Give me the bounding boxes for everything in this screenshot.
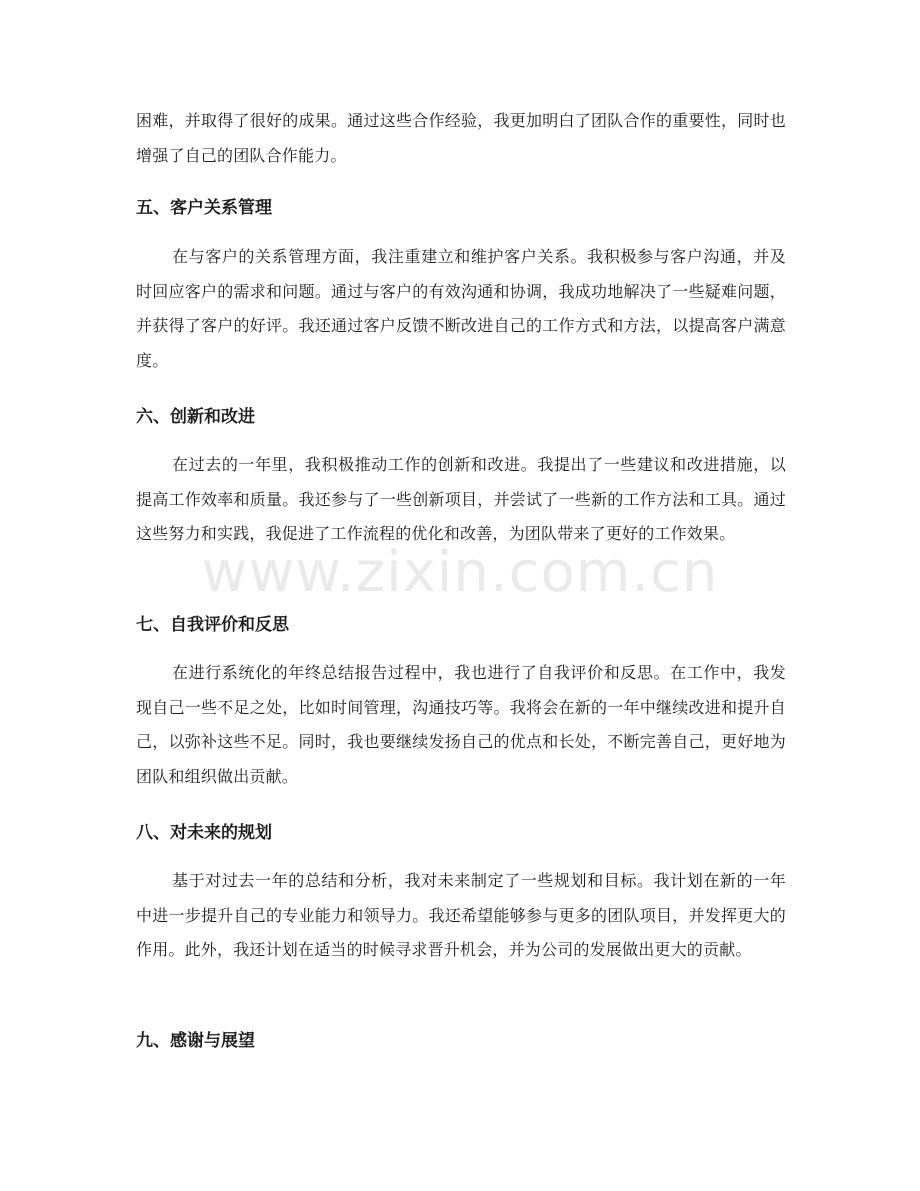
section-heading-future-plan: 八、对未来的规划 — [136, 823, 272, 843]
section-body-customer-relations: 在与客户的关系管理方面，我注重建立和维护客户关系。我积极参与客户沟通，并及时回应客户的需求和问题。通过与客户的有效沟通和协调，我成功地解决了一些疑难问题，并获得了客户的好评。我还通过客户反馈不断改进自己的工作方式和方法，以提高客户满意度。 — [136, 247, 786, 370]
section-heading-self-evaluation: 七、自我评价和反思 — [136, 615, 289, 635]
section-heading-thanks: 九、感谢与展望 — [136, 1031, 255, 1051]
section-body-future-plan: 基于对过去一年的总结和分析，我对未来制定了一些规划和目标。我计划在新的一年中进一步提升自己的专业能力和领导力。我还希望能够参与更多的团队项目，并发挥更大的作用。此外，我还计划在适当的时候寻求晋升机会，并为公司的发展做出更大的贡献。 — [136, 871, 786, 959]
section-heading-innovation: 六、创新和改进 — [136, 407, 255, 427]
intro-paragraph: 困难，并取得了很好的成果。通过这些合作经验，我更加明白了团队合作的重要性，同时也增强了自己的团队合作能力。 — [136, 111, 786, 165]
watermark: www.zixin.com.cn — [201, 540, 719, 605]
section-body-self-evaluation: 在进行系统化的年终总结报告过程中，我也进行了自我评价和反思。在工作中，我发现自己一些不足之处，比如时间管理，沟通技巧等。我将会在新的一年中继续改进和提升自己，以弥补这些不足。同时，我也要继续发扬自己的优点和长处，不断完善自己，更好地为团队和组织做出贡献。 — [136, 663, 786, 786]
section-body-innovation: 在过去的一年里，我积极推动工作的创新和改进。我提出了一些建议和改进措施，以提高工作效率和质量。我还参与了一些创新项目，并尝试了一些新的工作方法和工具。通过这些努力和实践，我促进了工作流程的优化和改善，为团队带来了更好的工作效果。 — [136, 455, 786, 543]
section-heading-customer-relations: 五、客户关系管理 — [136, 198, 272, 218]
